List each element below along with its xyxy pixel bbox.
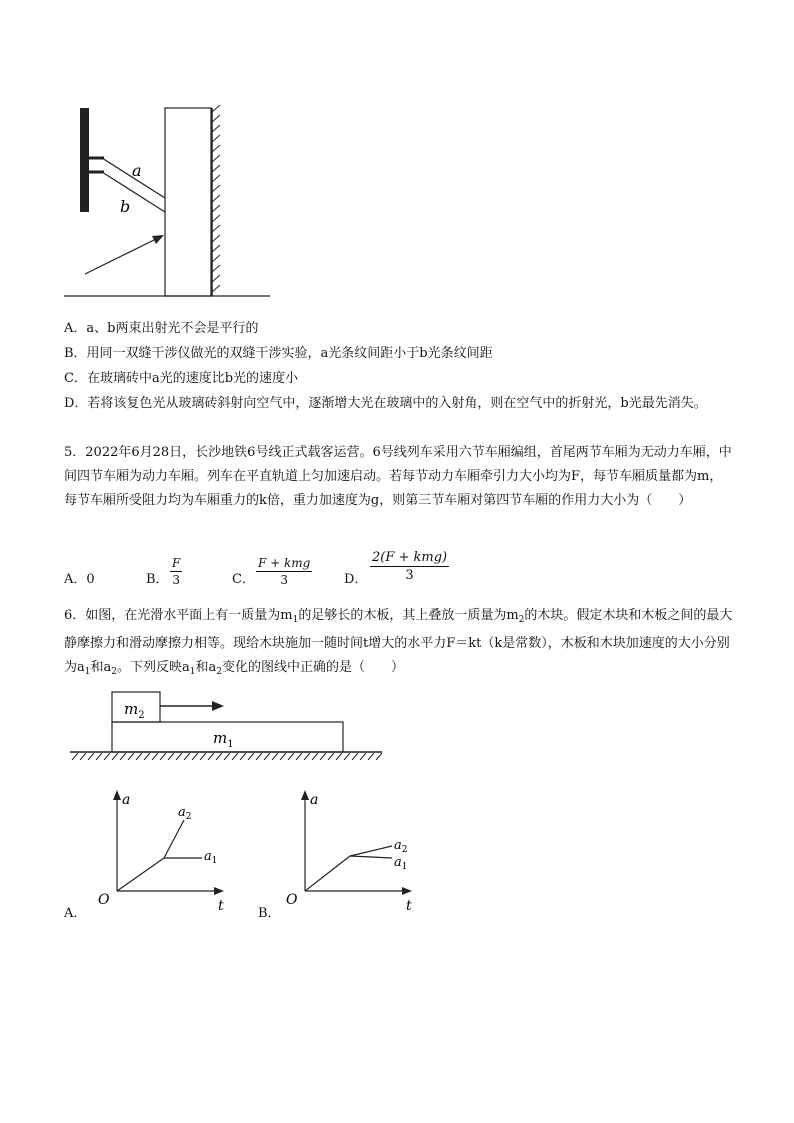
q5-option-d-fraction <box>370 550 449 583</box>
q5-option-d-denominator: 3 <box>405 568 414 583</box>
graph-option-b-label: B． <box>258 906 281 921</box>
q4-option-d: D．若将该复色光从玻璃砖斜射向空气中，逐渐增大光在玻璃中的入射角，则在空气中的折射光，b光最先消失。 <box>64 396 707 411</box>
q5-option-a: A．0 <box>64 572 95 587</box>
graph-option-b <box>280 786 430 916</box>
graph-a-label-a1: $a_1$ <box>204 849 218 866</box>
graph-b-line-a2 <box>350 846 392 856</box>
graph-a-x-label: t <box>218 898 224 914</box>
q5-option-c-numerator: F + kmg <box>258 556 311 570</box>
q5-option-c-fraction <box>256 556 312 587</box>
plank-m1-label: $m_1$ <box>213 729 234 750</box>
q5-option-d-label: D． <box>344 572 368 587</box>
graph-a-common-line <box>117 858 164 891</box>
graph-a-line-a2 <box>164 820 184 858</box>
q5-stem: 5．2022年6月28日，长沙地铁6号线正式载客运营。6号线列车采用六节车厢编组，首尾两节车厢为无动力车厢，中间四节车厢为动力车厢。列车在平直轨道上匀加速启动。若每节动力车厢牵引力大小均为F，每节车厢质量都为m，每节车厢所受阻力均为车厢重力的k倍，重力加速度为g，则第三节车厢对第四节车厢的作用力大小为（ ） <box>64 445 732 508</box>
incident-arrowhead <box>152 235 164 244</box>
graph-a-y-arrow <box>113 790 121 800</box>
graph-b-line-a1 <box>350 856 392 858</box>
q5-option-b-denominator: 3 <box>172 573 180 587</box>
screen-bar <box>80 108 89 212</box>
graph-a-origin: O <box>98 892 110 908</box>
mirror-hatch <box>212 105 220 292</box>
graph-b-label-a1: $a_1$ <box>394 855 408 872</box>
graph-option-a-label: A． <box>64 906 87 921</box>
q5-option-c-label: C． <box>232 572 255 587</box>
q4-option-c: C．在玻璃砖中a光的速度比b光的速度小 <box>64 371 299 386</box>
force-arrowhead <box>212 701 224 711</box>
q4-option-b: B．用同一双缝干涉仪做光的双缝干涉实验，a光条纹间距小于b光条纹间距 <box>64 346 493 361</box>
graph-b-common-line <box>305 856 350 891</box>
q5-option-c-denominator: 3 <box>280 573 288 587</box>
floor-hatch <box>72 753 382 760</box>
q5-option-b-label: B． <box>146 572 169 587</box>
q5-option-b-fraction <box>170 556 182 587</box>
label-b: b <box>120 197 131 216</box>
graph-b-origin: O <box>286 892 298 908</box>
q5-option-d-numerator: 2(F + kmg) <box>372 550 448 565</box>
q5-option-b-numerator: F <box>172 556 181 570</box>
blocks-figure <box>68 688 388 768</box>
graph-b-y-arrow <box>301 790 309 800</box>
graph-a-y-label: a <box>122 792 131 808</box>
light-refraction-figure <box>60 100 280 305</box>
graph-b-x-label: t <box>406 898 412 914</box>
graph-a-x-arrow <box>214 887 224 895</box>
q4-option-a: A．a、b两束出射光不会是平行的 <box>64 321 259 336</box>
graph-b-y-label: a <box>310 792 319 808</box>
incident-ray <box>85 238 158 274</box>
graph-a-label-a2: $a_2$ <box>178 805 192 822</box>
q6-stem: 6．如图，在光滑水平面上有一质量为$m_1$的足够长的木板，其上叠放一质量为$m_2$的木块。假定木块和木板之间的最大静摩擦力和滑动摩擦力相等。现给木块施加一随时间t增大的水平力F＝kt（k是常数），木板和木块加速度的大小分别为$a_1$和$a_2$。下列反映$a_1$和$a_2$变化的图线中正确的是（ ） <box>64 608 733 677</box>
block-m2-label: $m_2$ <box>124 700 145 721</box>
label-a: a <box>132 161 142 180</box>
graph-b-label-a2: $a_2$ <box>394 838 408 855</box>
graph-b-x-arrow <box>402 887 412 895</box>
graph-option-a <box>92 786 242 916</box>
glass-block <box>165 108 211 296</box>
